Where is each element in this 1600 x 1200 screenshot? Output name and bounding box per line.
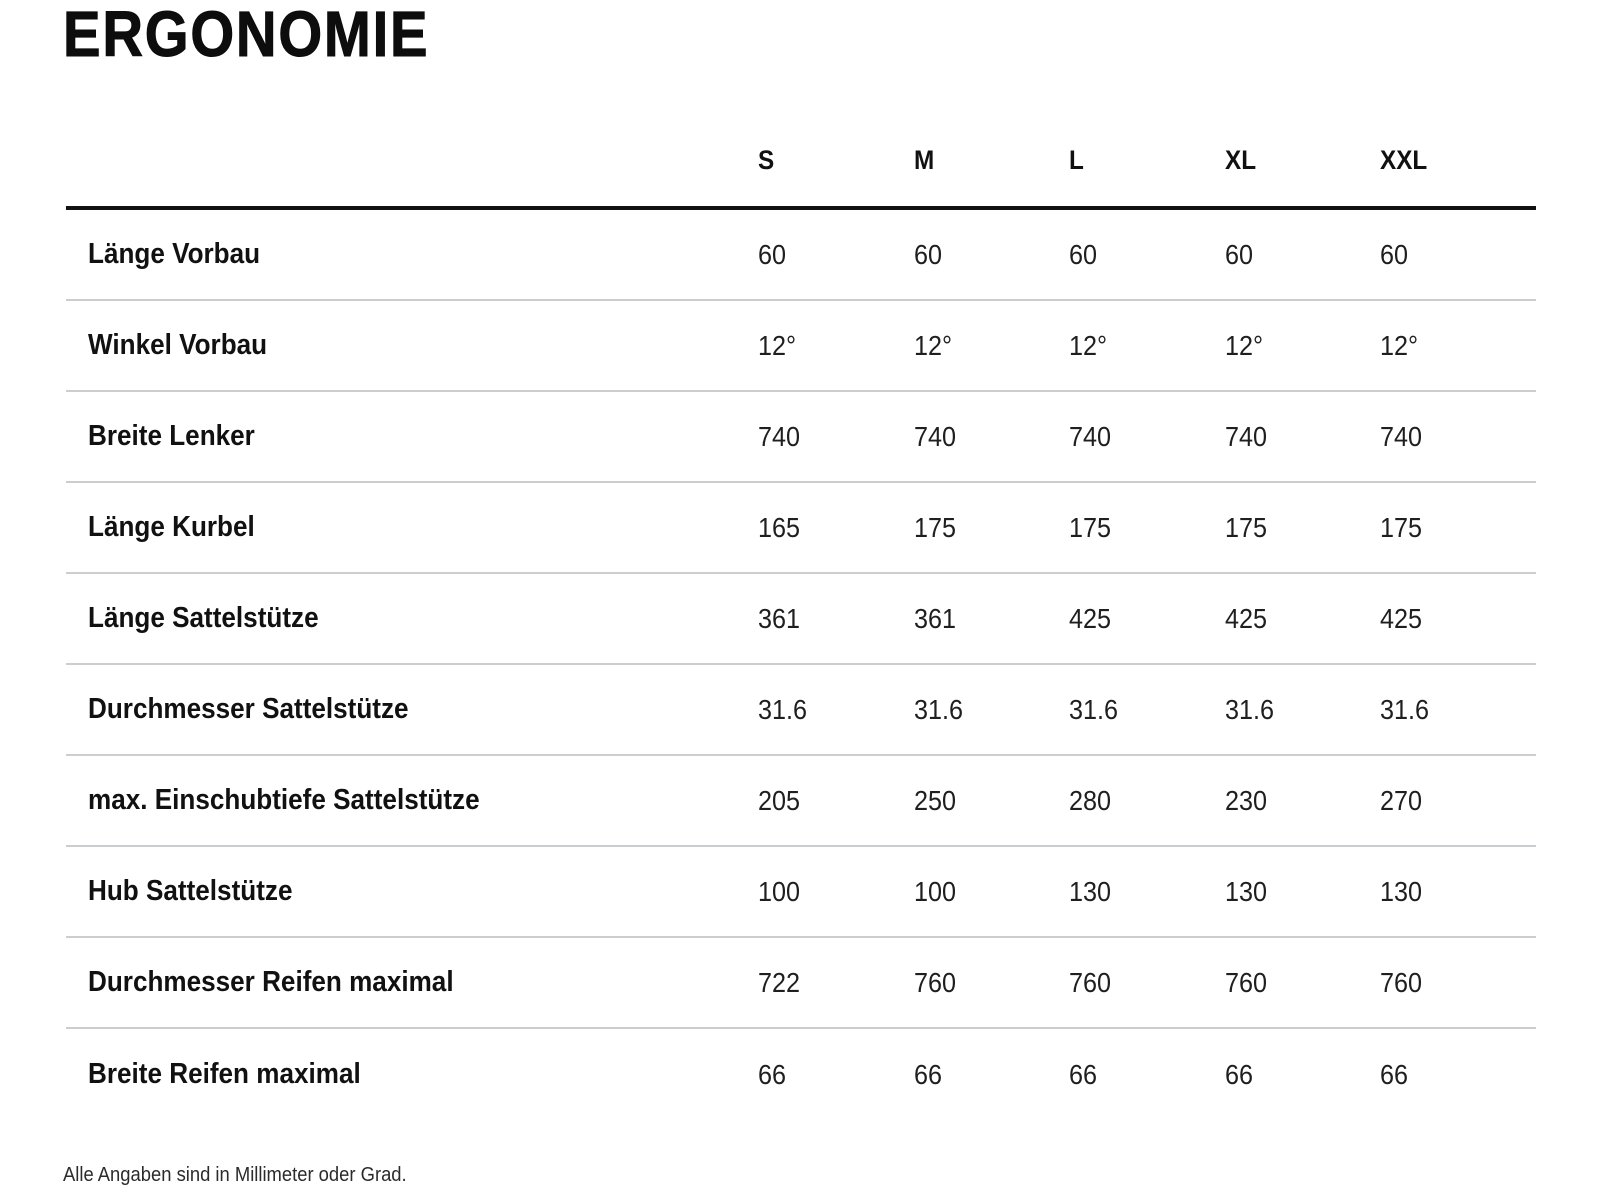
value-cell: [914, 512, 1070, 544]
value-text: 66: [1224, 1058, 1253, 1090]
table-header-corner-cell: [66, 176, 758, 206]
value-text: 66: [1380, 1058, 1409, 1090]
value-text: 740: [913, 420, 956, 452]
value-cell: [1380, 785, 1536, 817]
value-text: 66: [758, 1058, 787, 1090]
page-title: [63, 0, 1600, 70]
table-row: [66, 210, 1536, 301]
row-label-cell: [66, 238, 758, 271]
value-cell: [1380, 694, 1536, 726]
value-cell: [914, 785, 1070, 817]
table-header-row: [66, 122, 1536, 210]
value-text: 165: [758, 511, 801, 543]
value-text: 66: [913, 1058, 942, 1090]
units-footnote: [63, 1164, 1600, 1187]
row-label-cell: [66, 693, 758, 726]
value-cell: [914, 603, 1070, 635]
value-cell: [1069, 330, 1225, 362]
units-footnote-text: Alle Angaben sind in Millimeter oder Grad.: [63, 1164, 407, 1186]
value-text: 12°: [1069, 329, 1108, 361]
value-cell: [1069, 876, 1225, 908]
value-text: 31.6: [1069, 693, 1119, 725]
row-label: max. Einschubtiefe Sattelstütze: [88, 784, 480, 816]
value-cell: [914, 876, 1070, 908]
value-text: 425: [1069, 602, 1112, 634]
value-text: 425: [1224, 602, 1267, 634]
value-cell: [758, 512, 914, 544]
value-text: 12°: [1380, 329, 1419, 361]
size-column-header-label: S: [758, 145, 775, 175]
row-label: Winkel Vorbau: [88, 329, 268, 361]
value-cell: [1380, 330, 1536, 362]
row-label: Hub Sattelstütze: [88, 875, 293, 907]
size-column-header-label: L: [1069, 145, 1085, 175]
table-row: [66, 938, 1536, 1029]
value-cell: [1069, 239, 1225, 271]
value-text: 66: [1069, 1058, 1098, 1090]
value-text: 361: [913, 602, 956, 634]
table-row: [66, 301, 1536, 392]
value-cell: [1069, 603, 1225, 635]
value-cell: [1225, 421, 1381, 453]
value-cell: [1380, 1059, 1536, 1091]
size-column-header-xxl: [1380, 145, 1536, 206]
row-label-cell: [66, 602, 758, 635]
value-text: 760: [1069, 966, 1112, 998]
value-text: 130: [1069, 875, 1112, 907]
value-text: 760: [1224, 966, 1267, 998]
value-cell: [1069, 512, 1225, 544]
table-row: [66, 847, 1536, 938]
page-title-text: ERGONOMIE: [63, 0, 430, 70]
value-cell: [758, 694, 914, 726]
size-column-header-l: [1069, 145, 1225, 206]
value-cell: [914, 421, 1070, 453]
value-text: 230: [1224, 784, 1267, 816]
value-text: 740: [758, 420, 801, 452]
value-text: 722: [758, 966, 801, 998]
value-text: 12°: [913, 329, 952, 361]
value-cell: [1380, 876, 1536, 908]
value-text: 130: [1380, 875, 1423, 907]
value-cell: [1380, 421, 1536, 453]
row-label-cell: [66, 1058, 758, 1091]
value-cell: [1225, 239, 1381, 271]
size-column-header-xl: [1225, 145, 1381, 206]
value-text: 60: [758, 238, 787, 270]
row-label-cell: [66, 329, 758, 362]
value-cell: [1225, 967, 1381, 999]
value-cell: [1069, 967, 1225, 999]
value-text: 760: [1380, 966, 1423, 998]
size-column-header-label: XL: [1224, 145, 1256, 175]
value-cell: [758, 603, 914, 635]
row-label-cell: [66, 420, 758, 453]
table-row: [66, 574, 1536, 665]
value-text: 60: [1224, 238, 1253, 270]
value-text: 31.6: [758, 693, 808, 725]
size-column-header-label: M: [913, 145, 934, 175]
row-label: Breite Reifen maximal: [88, 1058, 361, 1090]
value-cell: [1380, 512, 1536, 544]
size-column-header-s: [758, 145, 914, 206]
value-cell: [1225, 1059, 1381, 1091]
row-label: Länge Sattelstütze: [88, 602, 319, 634]
value-text: 100: [758, 875, 801, 907]
value-cell: [914, 1059, 1070, 1091]
value-text: 280: [1069, 784, 1112, 816]
value-text: 205: [758, 784, 801, 816]
value-cell: [914, 967, 1070, 999]
value-text: 12°: [758, 329, 797, 361]
value-text: 425: [1380, 602, 1423, 634]
value-cell: [758, 967, 914, 999]
table-row: [66, 756, 1536, 847]
value-cell: [1069, 785, 1225, 817]
value-text: 12°: [1224, 329, 1263, 361]
value-cell: [1380, 603, 1536, 635]
value-text: 175: [913, 511, 956, 543]
size-column-header-label: XXL: [1380, 145, 1428, 175]
value-cell: [758, 330, 914, 362]
value-text: 270: [1380, 784, 1423, 816]
row-label: Länge Kurbel: [88, 511, 255, 543]
row-label: Durchmesser Sattelstütze: [88, 693, 409, 725]
row-label: Durchmesser Reifen maximal: [88, 966, 454, 998]
value-cell: [914, 694, 1070, 726]
value-cell: [1380, 967, 1536, 999]
value-text: 100: [913, 875, 956, 907]
row-label: Breite Lenker: [88, 420, 255, 452]
value-cell: [1225, 512, 1381, 544]
table-row: [66, 483, 1536, 574]
value-text: 60: [1380, 238, 1409, 270]
value-text: 31.6: [1380, 693, 1430, 725]
table-row: [66, 665, 1536, 756]
value-cell: [1225, 694, 1381, 726]
value-cell: [1069, 421, 1225, 453]
value-text: 175: [1224, 511, 1267, 543]
table-row: [66, 392, 1536, 483]
value-text: 361: [758, 602, 801, 634]
value-cell: [1225, 603, 1381, 635]
row-label-cell: [66, 875, 758, 908]
row-label-cell: [66, 966, 758, 999]
value-text: 175: [1380, 511, 1423, 543]
size-column-header-m: [914, 145, 1070, 206]
row-label: Länge Vorbau: [88, 238, 261, 270]
value-cell: [914, 239, 1070, 271]
value-text: 740: [1380, 420, 1423, 452]
value-text: 740: [1224, 420, 1267, 452]
value-cell: [1380, 239, 1536, 271]
value-cell: [758, 239, 914, 271]
value-text: 31.6: [1224, 693, 1274, 725]
row-label-cell: [66, 784, 758, 817]
value-cell: [758, 421, 914, 453]
value-text: 60: [1069, 238, 1098, 270]
value-cell: [1225, 330, 1381, 362]
value-cell: [1069, 694, 1225, 726]
table-row: [66, 1029, 1536, 1120]
ergonomics-spec-table: [66, 122, 1536, 1120]
value-text: 175: [1069, 511, 1112, 543]
value-cell: [1225, 876, 1381, 908]
value-cell: [758, 876, 914, 908]
value-text: 250: [913, 784, 956, 816]
value-cell: [758, 1059, 914, 1091]
row-label-cell: [66, 511, 758, 544]
value-cell: [1069, 1059, 1225, 1091]
value-text: 31.6: [913, 693, 963, 725]
value-cell: [1225, 785, 1381, 817]
value-text: 60: [913, 238, 942, 270]
value-text: 130: [1224, 875, 1267, 907]
value-cell: [758, 785, 914, 817]
value-text: 740: [1069, 420, 1112, 452]
value-text: 760: [913, 966, 956, 998]
value-cell: [914, 330, 1070, 362]
